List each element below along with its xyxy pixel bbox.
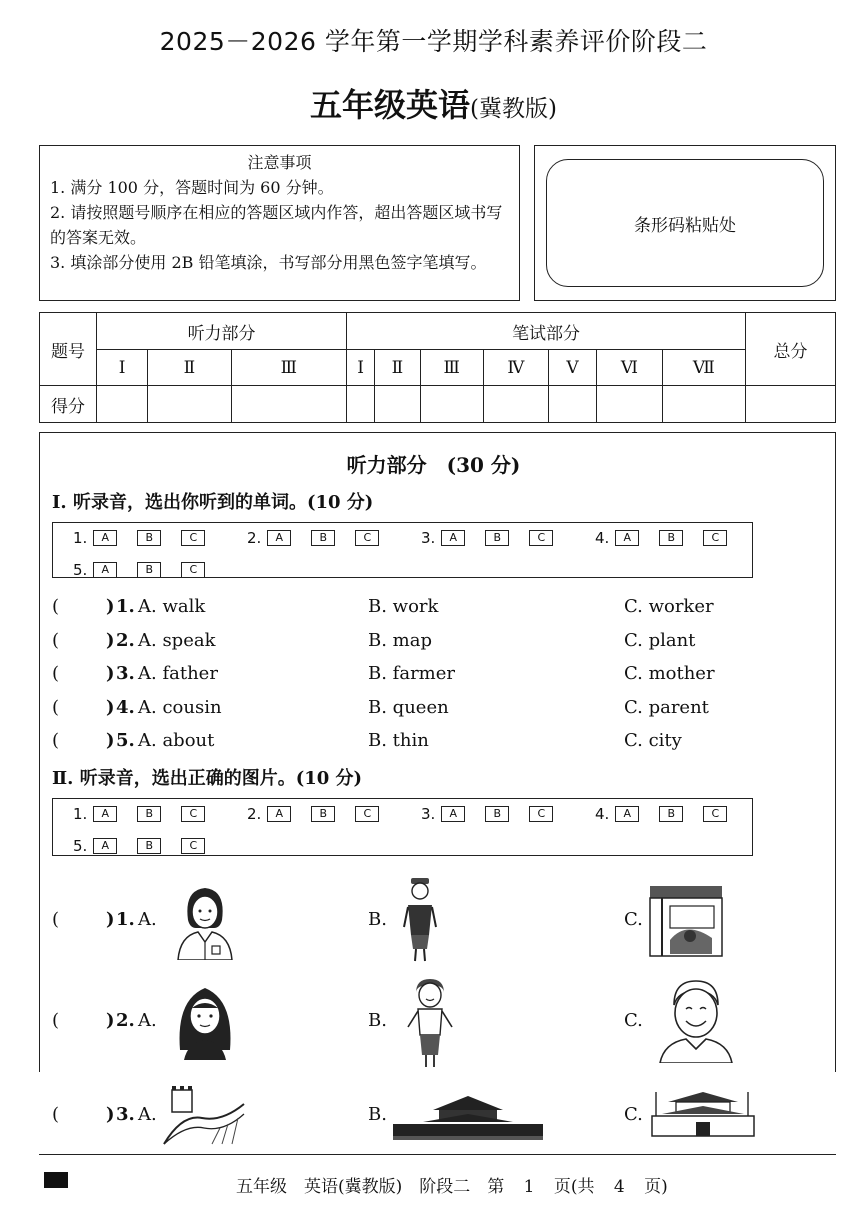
answer-paren[interactable]: (: [52, 909, 60, 930]
barcode-placeholder: [546, 159, 824, 287]
option-b-label: B.: [368, 909, 387, 930]
answer-bubble[interactable]: C: [529, 530, 553, 546]
listening-heading: 听力部分 (30 分): [346, 453, 521, 477]
answer-paren-close: ): [106, 663, 115, 684]
answer-bubble[interactable]: B: [137, 806, 161, 822]
answer-paren-close: ): [106, 1010, 115, 1031]
footer-mark: [44, 1172, 68, 1188]
question-number: 2.: [116, 630, 135, 651]
palace-museum-icon[interactable]: [393, 1092, 543, 1142]
answer-bubble[interactable]: A: [615, 530, 639, 546]
girl-long-hair-icon[interactable]: [170, 980, 240, 1060]
score-cell[interactable]: [231, 386, 347, 423]
answer-number: 1.: [73, 805, 88, 823]
answer-number: 1.: [73, 529, 88, 547]
part2-answer-box: [52, 798, 753, 856]
option-a-label: A.: [138, 1010, 157, 1031]
option-c: C. city: [624, 730, 682, 751]
col-header: Ⅰ: [97, 350, 148, 386]
total-header: 总分: [746, 313, 836, 386]
score-cell[interactable]: [148, 386, 231, 423]
question-number: 5.: [116, 730, 135, 751]
answer-bubble[interactable]: A: [441, 806, 465, 822]
answer-paren-close: ): [106, 730, 115, 751]
answer-number: 2.: [247, 529, 262, 547]
question-number: 2.: [116, 1010, 135, 1031]
notice-item: 1. 满分 100 分，答题时间为 60 分钟。: [50, 178, 334, 197]
woman-dress-icon[interactable]: [402, 975, 458, 1069]
col-header: Ⅳ: [483, 350, 548, 386]
answer-bubble[interactable]: A: [267, 806, 291, 822]
edition-label: (冀教版): [470, 96, 557, 122]
option-c-label: C.: [624, 1010, 643, 1031]
col-header: Ⅲ: [420, 350, 483, 386]
col-header: Ⅲ: [231, 350, 347, 386]
answer-bubble[interactable]: B: [485, 530, 509, 546]
answer-bubble[interactable]: B: [311, 806, 335, 822]
answer-bubble-group: [73, 529, 247, 547]
part1-title: Ⅰ. 听录音，选出你听到的单词。(10 分): [52, 492, 374, 513]
bus-station-icon[interactable]: [646, 880, 726, 960]
part1-answer-box: [52, 522, 753, 578]
col-header: Ⅶ: [662, 350, 745, 386]
listening-header: 听力部分: [97, 313, 347, 350]
barcode-label: 条形码粘贴处: [634, 215, 736, 236]
answer-number: 3.: [421, 529, 436, 547]
option-a: A. speak: [138, 630, 216, 651]
score-label: 得分: [40, 386, 97, 423]
answer-bubble-group: [595, 805, 769, 823]
option-c: C. worker: [624, 596, 714, 617]
answer-bubble[interactable]: C: [703, 806, 727, 822]
notice-item: 3. 填涂部分使用 2B 铅笔填涂，书写部分用黑色签字笔填写。: [50, 253, 487, 272]
option-b: B. work: [368, 596, 439, 617]
question-row: [52, 697, 832, 727]
answer-bubble[interactable]: B: [311, 530, 335, 546]
answer-paren[interactable]: (: [52, 730, 60, 751]
footer-text: 五年级 英语(冀教版) 阶段二 第 1 页(共 4 页): [236, 1177, 668, 1197]
answer-paren[interactable]: (: [52, 630, 60, 651]
answer-bubble[interactable]: B: [485, 806, 509, 822]
col-header: Ⅱ: [375, 350, 421, 386]
answer-bubble[interactable]: C: [181, 562, 205, 578]
answer-paren[interactable]: (: [52, 1104, 60, 1125]
question-number: 3.: [116, 663, 135, 684]
answer-bubble-group: [247, 805, 421, 823]
question-row: [52, 630, 832, 660]
option-b: B. thin: [368, 730, 429, 751]
notice-item: 2. 请按照题号顺序在相应的答题区域内作答，超出答题区域书写的答案无效。: [50, 203, 503, 247]
answer-paren-close: ): [106, 630, 115, 651]
option-b-label: B.: [368, 1104, 387, 1125]
tiananmen-icon[interactable]: [648, 1088, 758, 1142]
question-number: 1.: [116, 596, 135, 617]
question-row: [52, 730, 832, 760]
answer-bubble[interactable]: A: [93, 806, 117, 822]
option-a: A. about: [138, 730, 215, 751]
great-wall-icon[interactable]: [162, 1084, 246, 1146]
answer-bubble[interactable]: A: [93, 530, 117, 546]
answer-number: 4.: [595, 529, 610, 547]
answer-bubble-group: [73, 805, 247, 823]
score-table: [39, 312, 836, 423]
option-c: C. parent: [624, 697, 709, 718]
answer-bubble-group: [421, 805, 595, 823]
option-c-label: C.: [624, 909, 643, 930]
option-b: B. farmer: [368, 663, 455, 684]
score-cell[interactable]: [375, 386, 421, 423]
question-number: 4.: [116, 697, 135, 718]
answer-paren-close: ): [106, 697, 115, 718]
main-title: [0, 80, 867, 126]
option-a: A. cousin: [138, 697, 222, 718]
answer-bubble-group: [73, 561, 247, 579]
answer-bubble[interactable]: B: [137, 838, 161, 854]
col-header: Ⅵ: [597, 350, 663, 386]
option-a-label: A.: [138, 1104, 157, 1125]
col-header: Ⅱ: [148, 350, 231, 386]
barcode-area: [534, 145, 836, 301]
subject-title: 五年级英语: [310, 86, 471, 124]
answer-paren-close: ): [106, 596, 115, 617]
option-c: C. plant: [624, 630, 696, 651]
question-number: 3.: [116, 1104, 135, 1125]
answer-bubble[interactable]: A: [93, 838, 117, 854]
score-cell[interactable]: [597, 386, 663, 423]
option-a-label: A.: [138, 909, 157, 930]
answer-bubble-group: [595, 529, 769, 547]
answer-bubble[interactable]: A: [615, 806, 639, 822]
man-smiling-icon[interactable]: [656, 975, 736, 1063]
answer-bubble[interactable]: C: [181, 530, 205, 546]
question-row: [52, 663, 832, 693]
score-cell[interactable]: [662, 386, 745, 423]
answer-number: 4.: [595, 805, 610, 823]
answer-bubble[interactable]: B: [659, 530, 683, 546]
option-b: B. map: [368, 630, 432, 651]
answer-paren[interactable]: (: [52, 596, 60, 617]
col-header: Ⅰ: [347, 350, 375, 386]
answer-bubble-group: [421, 529, 595, 547]
option-a: A. walk: [138, 596, 206, 617]
question-number: 1.: [116, 909, 135, 930]
option-b-label: B.: [368, 1010, 387, 1031]
notice-box: [39, 145, 520, 301]
answer-bubble[interactable]: C: [181, 838, 205, 854]
option-a: A. father: [138, 663, 218, 684]
flight-attendant-icon[interactable]: [398, 875, 442, 963]
answer-bubble-group: [247, 529, 421, 547]
answer-bubble[interactable]: C: [355, 530, 379, 546]
answer-bubble[interactable]: B: [659, 806, 683, 822]
answer-number: 5.: [73, 561, 88, 579]
option-c-label: C.: [624, 1104, 643, 1125]
answer-bubble[interactable]: A: [267, 530, 291, 546]
writing-header: 笔试部分: [347, 313, 746, 350]
answer-bubble[interactable]: B: [137, 562, 161, 578]
option-c: C. mother: [624, 663, 715, 684]
notice-title: 注意事项: [247, 153, 312, 172]
answer-bubble[interactable]: C: [529, 806, 553, 822]
answer-bubble[interactable]: C: [355, 806, 379, 822]
score-cell[interactable]: [483, 386, 548, 423]
col-header: Ⅴ: [548, 350, 596, 386]
answer-bubble[interactable]: C: [703, 530, 727, 546]
answer-number: 3.: [421, 805, 436, 823]
score-cell[interactable]: [97, 386, 148, 423]
score-cell[interactable]: [420, 386, 483, 423]
answer-paren[interactable]: (: [52, 663, 60, 684]
qno-label: 题号: [40, 313, 97, 386]
answer-paren[interactable]: (: [52, 1010, 60, 1031]
answer-bubble[interactable]: A: [93, 562, 117, 578]
total-cell[interactable]: [746, 386, 836, 423]
answer-bubble[interactable]: A: [441, 530, 465, 546]
footer-divider: [39, 1154, 836, 1155]
exam-title: 2025－2026 学年第一学期学科素养评价阶段二: [159, 27, 708, 56]
answer-paren[interactable]: (: [52, 697, 60, 718]
answer-number: 2.: [247, 805, 262, 823]
answer-bubble[interactable]: B: [137, 530, 161, 546]
score-cell[interactable]: [347, 386, 375, 423]
question-row: [52, 596, 832, 626]
doctor-icon[interactable]: [170, 880, 240, 960]
answer-paren-close: ): [106, 1104, 115, 1125]
answer-bubble[interactable]: C: [181, 806, 205, 822]
answer-paren-close: ): [106, 909, 115, 930]
answer-bubble-group: [73, 837, 247, 855]
answer-number: 5.: [73, 837, 88, 855]
score-cell[interactable]: [548, 386, 596, 423]
option-b: B. queen: [368, 697, 449, 718]
part2-title: Ⅱ. 听录音，选出正确的图片。(10 分): [52, 768, 363, 789]
